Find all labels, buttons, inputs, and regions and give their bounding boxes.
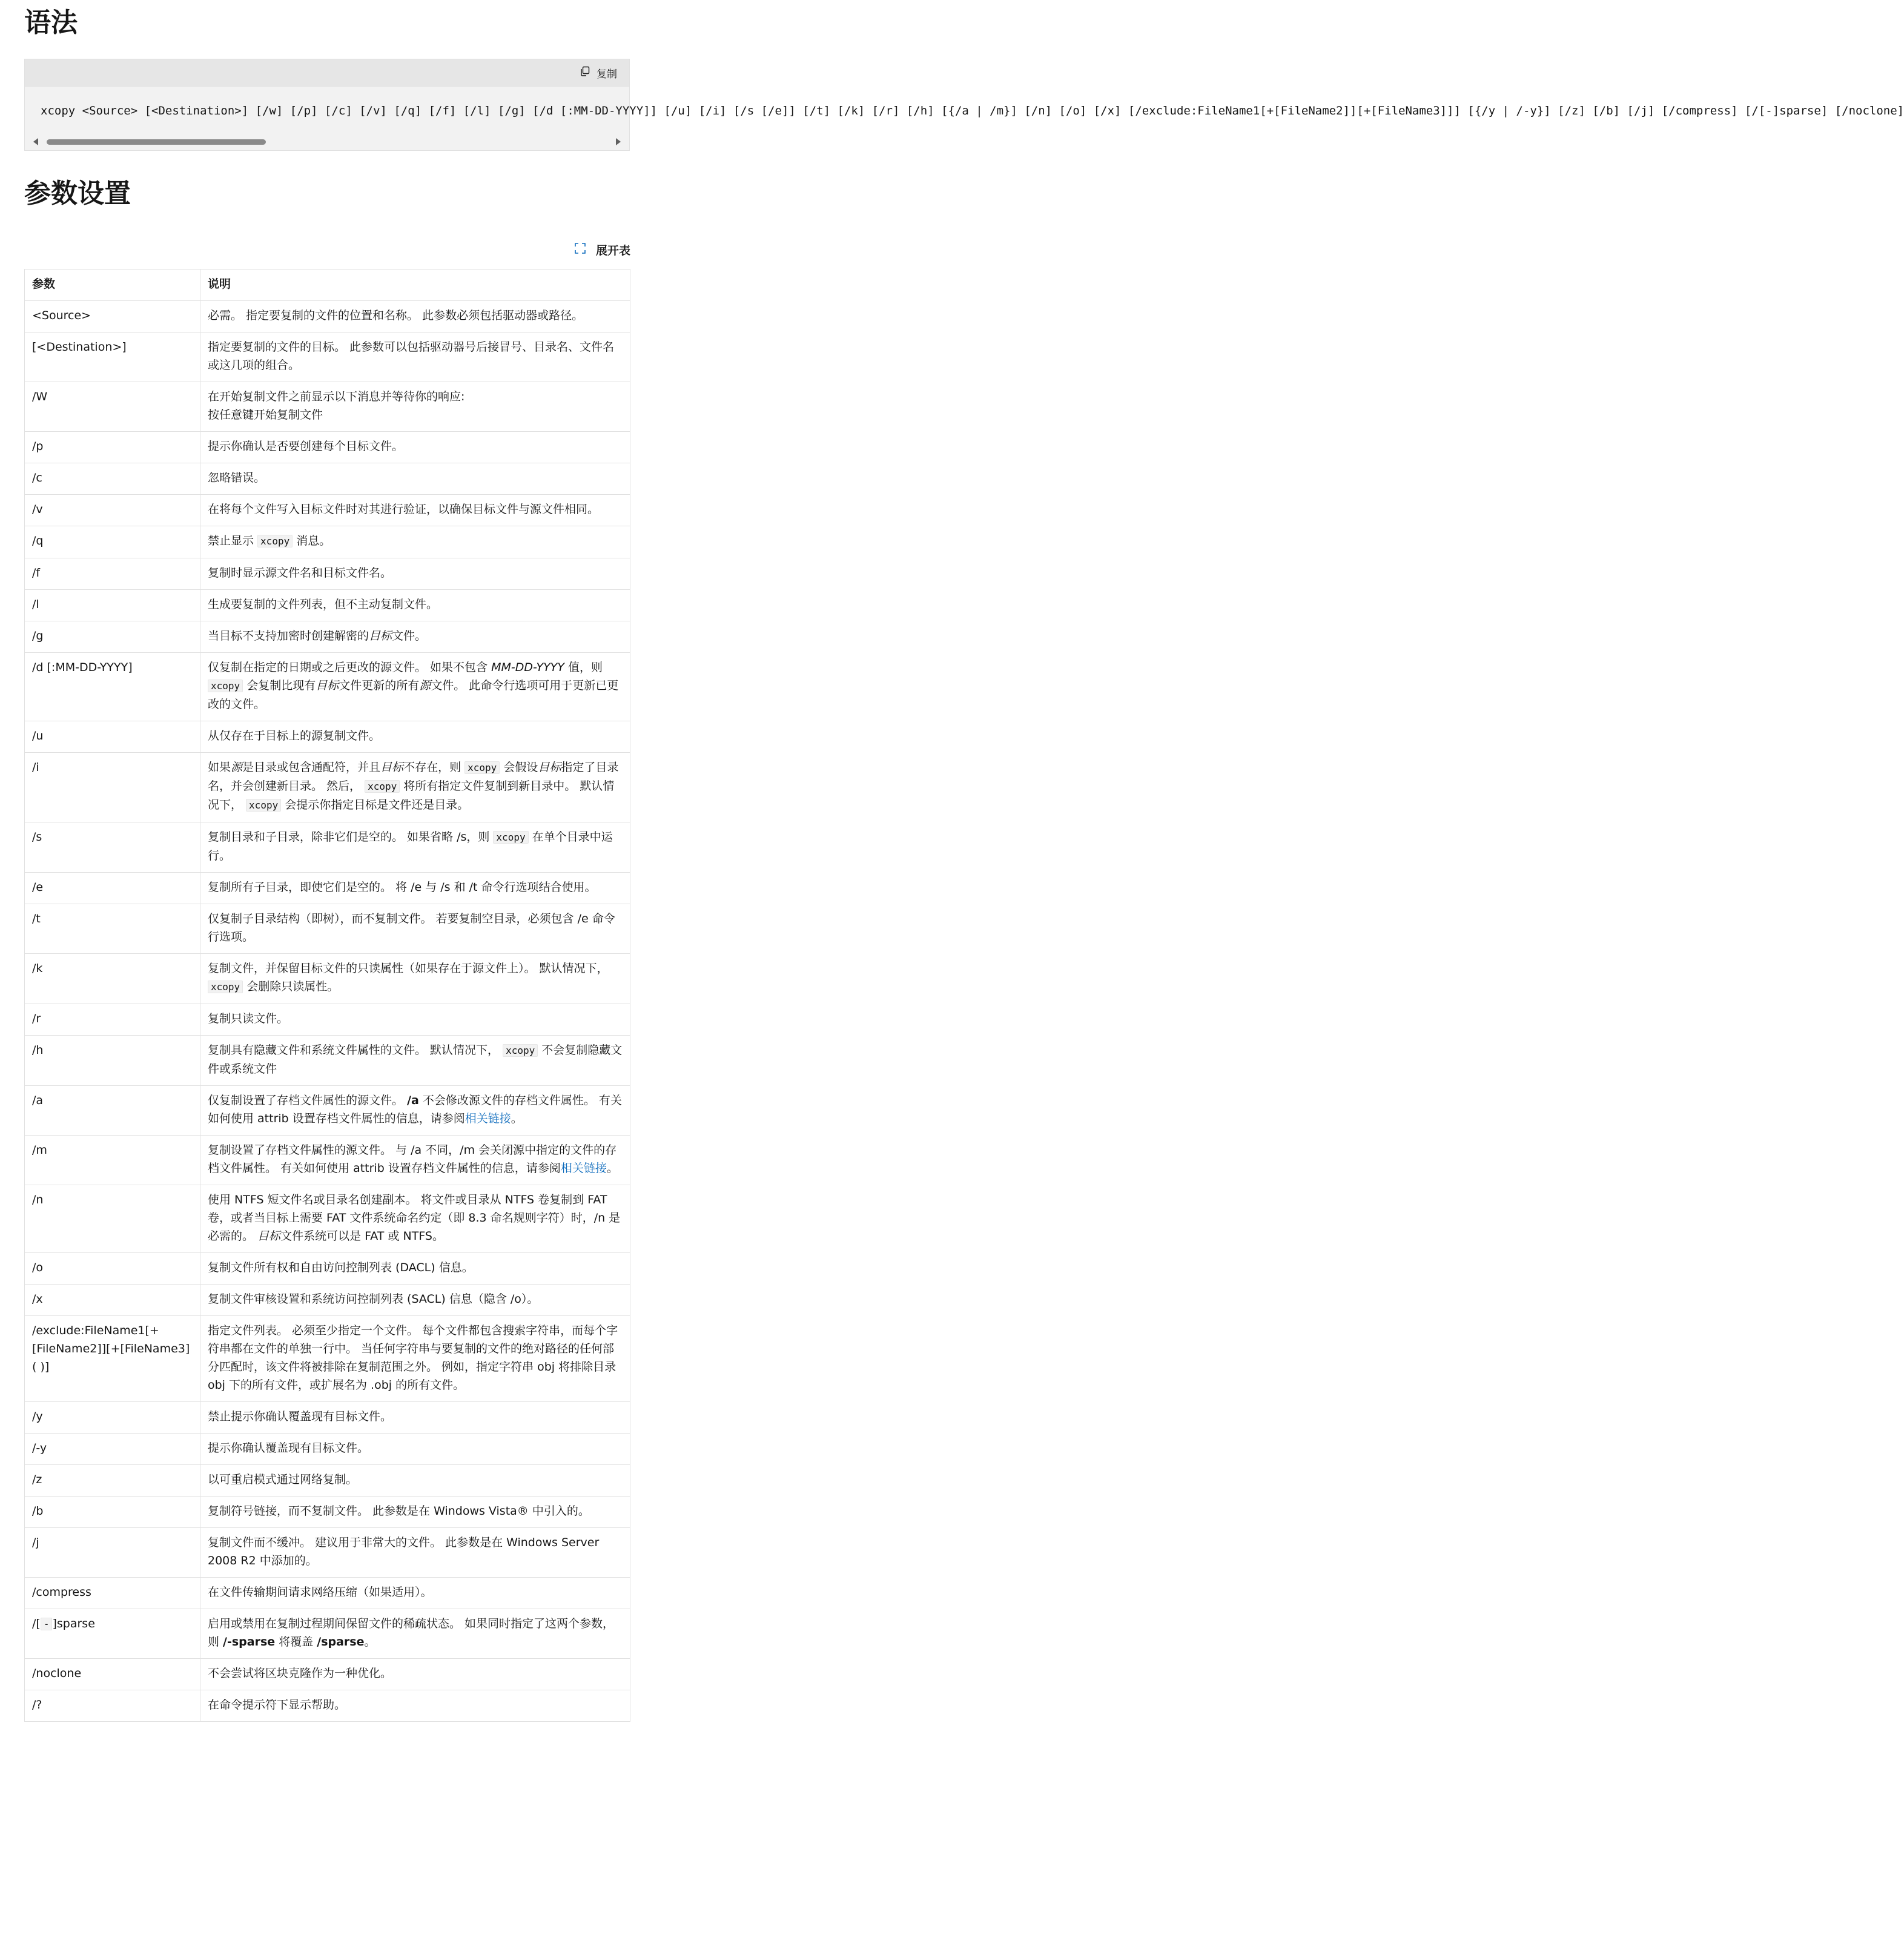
table-row [25, 1528, 630, 1578]
param-description [200, 822, 630, 873]
desc-text: 指定了目录名，并会创建新目录。 然后， [208, 761, 619, 793]
table-row [25, 463, 630, 495]
param-description: 在将每个文件写入目标文件时对其进行验证，以确保目标文件与源文件相同。 [200, 495, 630, 526]
param-name: /f [25, 558, 200, 590]
param-description: 复制文件而不缓冲。 建议用于非常大的文件。 此参数是在 Windows Server 2008 R2 中添加的。 [200, 1528, 630, 1578]
horizontal-scrollbar[interactable] [25, 134, 629, 150]
param-description: 复制只读文件。 [200, 1004, 630, 1036]
related-links-link[interactable]: 相关链接 [560, 1162, 607, 1175]
param-name: /q [25, 526, 200, 558]
param-name: /h [25, 1036, 200, 1086]
param-description: 复制所有子目录，即使它们是空的。 将 /e 与 /s 和 /t 命令行选项结合使用。 [200, 873, 630, 904]
inline-code: xcopy [257, 535, 293, 547]
param-name: /W [25, 382, 200, 432]
desc-text: 复制文件，并保留目标文件的只读属性（如果存在于源文件上）。 默认情况下， [208, 962, 609, 975]
related-links-link[interactable]: 相关链接 [464, 1112, 511, 1125]
table-row [25, 1316, 630, 1402]
parameters-heading: 参数设置 [24, 178, 131, 209]
param-description: 提示你确认是否要创建每个目标文件。 [200, 432, 630, 463]
table-row [25, 1578, 630, 1609]
param-name: /exclude:FileName1[+[FileName2]][+[FileName3]( )] [25, 1316, 200, 1402]
param-description [200, 1185, 630, 1253]
expand-icon [574, 242, 586, 257]
table-row [25, 1465, 630, 1497]
desc-text: 会假设 [500, 761, 538, 774]
table-row [25, 1253, 630, 1285]
scroll-left-icon[interactable] [33, 138, 38, 145]
copy-button-label: 复制 [597, 68, 617, 81]
table-row [25, 753, 630, 822]
table-row [25, 1609, 630, 1659]
inline-code: xcopy [464, 761, 500, 774]
param-description: 复制文件所有权和自由访问控制列表 (DACL) 信息。 [200, 1253, 630, 1285]
param-description [200, 1609, 630, 1659]
param-description: 从仅存在于目标上的源复制文件。 [200, 721, 630, 753]
desc-text: 会复制比现有 [243, 679, 316, 692]
table-row [25, 1690, 630, 1722]
desc-text: 当目标不支持加密时创建解密的 [208, 629, 369, 643]
param-description [200, 954, 630, 1004]
desc-text: 消息。 [293, 534, 331, 547]
table-row [25, 1285, 630, 1316]
scrollbar-thumb[interactable] [47, 139, 266, 145]
strong-text: /a [407, 1094, 419, 1107]
param-description: 提示你确认覆盖现有目标文件。 [200, 1434, 630, 1465]
table-row [25, 382, 630, 432]
param-description [200, 1086, 630, 1136]
param-name: [<Destination>] [25, 332, 200, 382]
desc-text: 。 [606, 1162, 618, 1175]
table-row [25, 432, 630, 463]
inline-code: xcopy [503, 1044, 538, 1057]
param-description: 指定要复制的文件的目标。 此参数可以包括驱动器号后接冒号、目录名、文件名或这几项的组合。 [200, 332, 630, 382]
param-name: /r [25, 1004, 200, 1036]
param-description [200, 753, 630, 822]
param-name: /e [25, 873, 200, 904]
param-name: /t [25, 904, 200, 954]
table-row [25, 1659, 630, 1690]
table-row [25, 1086, 630, 1136]
table-row [25, 721, 630, 753]
inline-code: xcopy [208, 680, 243, 692]
inline-code: xcopy [493, 831, 528, 844]
param-name: /s [25, 822, 200, 873]
param-description: 忽略错误。 [200, 463, 630, 495]
param-name: /a [25, 1086, 200, 1136]
strong-text: /sparse [317, 1635, 365, 1649]
param-name: /c [25, 463, 200, 495]
desc-text: 仅复制在指定的日期或之后更改的源文件。 如果不包含 [208, 661, 492, 674]
param-description: 以可重启模式通过网络复制。 [200, 1465, 630, 1497]
expand-table-label: 展开表 [595, 243, 630, 257]
param-name: /n [25, 1185, 200, 1253]
emphasis: 目标 [380, 761, 404, 774]
desc-text: 禁止显示 [208, 534, 258, 547]
table-row [25, 954, 630, 1004]
param-name: /x [25, 1285, 200, 1316]
param-name: /compress [25, 1578, 200, 1609]
expand-table-button[interactable] [574, 241, 630, 258]
desc-text: 不存在，则 [403, 761, 465, 774]
param-description: 仅复制子目录结构（即树），而不复制文件。 若要复制空目录，必须包含 /e 命令行选项。 [200, 904, 630, 954]
param-name: /u [25, 721, 200, 753]
desc-prompt-text: 按任意键开始复制文件 [208, 408, 323, 422]
table-row [25, 1497, 630, 1528]
table-row [25, 822, 630, 873]
inline-code: - [41, 1618, 53, 1630]
desc-text: 将覆盖 [275, 1635, 317, 1649]
table-row [25, 1185, 630, 1253]
desc-text: 在单个目录中运行。 [208, 830, 613, 862]
param-name [25, 1609, 200, 1659]
param-description: 不会尝试将区块克隆作为一种优化。 [200, 1659, 630, 1690]
emphasis: 目标 [538, 761, 561, 774]
copy-icon [580, 66, 590, 80]
emphasis: 目标 [369, 629, 392, 643]
param-name: /p [25, 432, 200, 463]
param-name: /? [25, 1690, 200, 1722]
param-name: <Source> [25, 301, 200, 332]
table-row [25, 1036, 630, 1086]
syntax-heading: 语法 [24, 7, 78, 38]
emphasis: 源 [419, 679, 431, 692]
emphasis: 目标 [257, 1229, 281, 1243]
table-row [25, 590, 630, 621]
table-row [25, 332, 630, 382]
param-description [200, 526, 630, 558]
param-description: 在命令提示符下显示帮助。 [200, 1690, 630, 1722]
param-text: ]sparse [52, 1617, 95, 1630]
header-description: 说明 [200, 270, 630, 301]
param-name: /i [25, 753, 200, 822]
desc-text: 文件系统可以是 FAT 或 NTFS。 [280, 1229, 444, 1243]
code-block [24, 59, 1904, 151]
param-name: /m [25, 1136, 200, 1185]
param-name: /o [25, 1253, 200, 1285]
param-text: /[ [32, 1617, 41, 1630]
param-description [200, 621, 630, 653]
desc-text: 复制设置了存档文件属性的源文件。 与 /a 不同，/m 会关闭源中指定的文件的存档文件属性。 有关如何使用 attrib 设置存档文件属性的信息，请参阅 [208, 1143, 617, 1175]
table-row [25, 495, 630, 526]
desc-text: 文件更新的所有 [339, 679, 420, 692]
inline-code: xcopy [365, 780, 400, 793]
table-row [25, 621, 630, 653]
desc-text: 值，则 [564, 661, 603, 674]
param-name: /k [25, 954, 200, 1004]
param-name: /l [25, 590, 200, 621]
syntax-code: xcopy <Source> [<Destination>] [/w] [/p] [/c] [/v] [/q] [/f] [/l] [/g] [/d [:MM-DD-YYYY]] [/u] [/i] [/s [/e]] [/t] [/k] [/r] [/h] [{/a | /m}] [/n] [/o] [/x] [/exclude:FileName1[+[FileName2]][+[FileName3]]] [{/y | /-y}] [/z] [/b] [/j] [/compress] [/[-]sparse] [/noclone] [41, 104, 1904, 117]
table-row [25, 1136, 630, 1185]
table-row [25, 1434, 630, 1465]
emphasis: 源 [231, 761, 243, 774]
table-row [25, 1004, 630, 1036]
copy-button[interactable] [580, 65, 617, 80]
desc-text: 不会复制隐藏文件或系统文件 [208, 1044, 623, 1076]
param-description: 复制时显示源文件名和目标文件名。 [200, 558, 630, 590]
desc-text: 不会修改源文件的存档文件属性。 有关如何使用 attrib 设置存档文件属性的信息，请参阅 [208, 1094, 622, 1125]
table-row [25, 653, 630, 721]
desc-text: 文件。 [392, 629, 427, 643]
table-row [25, 1402, 630, 1434]
param-description: 在文件传输期间请求网络压缩（如果适用）。 [200, 1578, 630, 1609]
desc-text: 。 [511, 1112, 523, 1125]
param-name: /v [25, 495, 200, 526]
desc-text: 会提示你指定目标是文件还是目录。 [281, 798, 469, 812]
emphasis: MM-DD-YYYY [491, 661, 564, 674]
param-description: 复制符号链接，而不复制文件。 此参数是在 Windows Vista® 中引入的。 [200, 1497, 630, 1528]
table-header-row [25, 270, 630, 301]
table-row [25, 301, 630, 332]
desc-text: 。 [364, 1635, 376, 1649]
param-description: 生成要复制的文件列表，但不主动复制文件。 [200, 590, 630, 621]
desc-text: 使用 NTFS 短文件名或目录名创建副本。 将文件或目录从 NTFS 卷复制到 FAT 卷，或者当目标上需要 FAT 文件系统命名约定（即 8.3 命名规则字符）时，/n 是必需的。 [208, 1193, 621, 1243]
desc-text: 如果 [208, 761, 231, 774]
parameters-table [24, 269, 630, 1722]
param-description [200, 1036, 630, 1086]
desc-text: 会删除只读属性。 [243, 980, 339, 993]
param-description: 禁止提示你确认覆盖现有目标文件。 [200, 1402, 630, 1434]
desc-text: 复制具有隐藏文件和系统文件属性的文件。 默认情况下， [208, 1044, 503, 1057]
scroll-right-icon[interactable] [616, 138, 621, 145]
desc-text: 启用或禁用在复制过程期间保留文件的稀疏状态。 如果同时指定了这两个参数，则 [208, 1617, 615, 1649]
param-description: 指定文件列表。 必须至少指定一个文件。 每个文件都包含搜索字符串，而每个字符串都在文件的单独一行中。 当任何字符串与要复制的文件的绝对路径的任何部分匹配时，该文件将被排除在复制范围之外。 例如，指定字符串 obj 将排除目录 obj 下的所有文件，或扩展名为 .obj 的所有文件。 [200, 1316, 630, 1402]
table-row [25, 904, 630, 954]
param-name: /z [25, 1465, 200, 1497]
desc-text: 将所有指定文件复制到新目录中。 默认情况下， [208, 779, 615, 812]
inline-code: xcopy [208, 981, 243, 993]
strong-text: /-sparse [223, 1635, 276, 1649]
header-parameter: 参数 [25, 270, 200, 301]
param-description [200, 1136, 630, 1185]
param-name: /d [:MM-DD-YYYY] [25, 653, 200, 721]
desc-text: 在开始复制文件之前显示以下消息并等待你的响应: [208, 390, 465, 403]
table-row [25, 873, 630, 904]
emphasis: 目标 [316, 679, 339, 692]
param-description: 必需。 指定要复制的文件的位置和名称。 此参数必须包括驱动器或路径。 [200, 301, 630, 332]
param-description [200, 653, 630, 721]
param-name: /y [25, 1402, 200, 1434]
param-description [200, 382, 630, 432]
param-name: /-y [25, 1434, 200, 1465]
desc-text: 复制目录和子目录，除非它们是空的。 如果省略 /s，则 [208, 830, 494, 844]
param-name: /noclone [25, 1659, 200, 1690]
inline-code: xcopy [246, 799, 281, 812]
param-description: 复制文件审核设置和系统访问控制列表 (SACL) 信息（隐含 /o）。 [200, 1285, 630, 1316]
table-row [25, 526, 630, 558]
desc-text: 是目录或包含通配符，并且 [242, 761, 381, 774]
code-block-header [25, 59, 629, 87]
desc-text: 仅复制设置了存档文件属性的源文件。 [208, 1094, 408, 1107]
param-name: /j [25, 1528, 200, 1578]
param-name: /g [25, 621, 200, 653]
desc-text: 文件。 此命令行选项可用于更新已更改的文件。 [208, 679, 619, 711]
table-row [25, 558, 630, 590]
param-name: /b [25, 1497, 200, 1528]
